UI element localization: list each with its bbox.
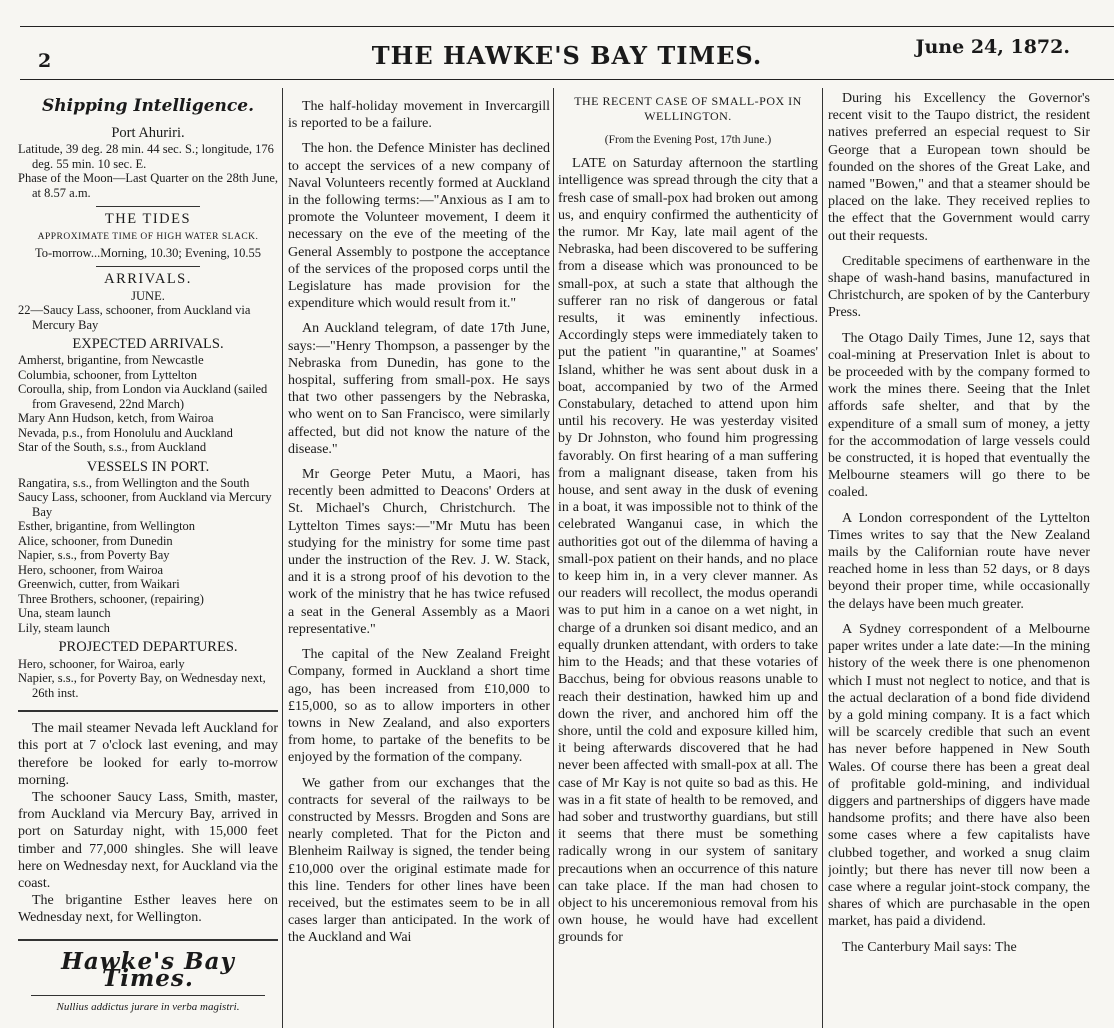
vessels-in-port-heading: VESSELS IN PORT.: [86, 458, 210, 475]
news-paragraph: The capital of the New Zealand Freight Company, formed in Auckland a short time ago, has been increased from £10,000 to £15,000, so as to allow importers in other towns in New Zealand, and also exporters from home, to partake of the benefits to be enjoyed by the formation of the company.: [288, 647, 550, 766]
shipping-paragraph: The schooner Saucy Lass, Smith, master, from Auckland via Mercury Bay, arrived in port on Saturday night, with 15,000 feet timber and 77,000 shingles. She will leave here on Wednesday next, for Auckland via the coast.: [18, 789, 278, 891]
column-rule: [822, 88, 823, 1028]
page-number: 2: [38, 50, 52, 72]
expected-arrival: Amherst, brigantine, from Newcastle: [18, 353, 204, 368]
issue-date: June 24, 1872.: [915, 36, 1070, 58]
departures-heading: PROJECTED DEPARTURES.: [58, 639, 238, 656]
column-rule: [553, 88, 554, 1028]
news-paragraph: We gather from our exchanges that the contracts for several of the railways to be constructed by Messrs. Brogden and Sons are nearly completed. That for the Picton and Blenheim Railway is signed, the tender being £10,000 over the original estimate made for this line. Tenders for other lines have been received, but the estimates seem to be in all cases larger than anticipated. In the work of the Auckland and Wai: [288, 775, 550, 946]
newspaper-title: THE HAWKE'S BAY TIMES.: [371, 41, 763, 70]
vessel-in-port: Lily, steam launch: [18, 620, 110, 635]
expected-arrival: Columbia, schooner, from Lyttelton: [18, 367, 197, 382]
divider: [96, 266, 200, 267]
article-title: THE RECENT CASE OF SMALL-POX IN WELLINGTON.: [574, 94, 802, 123]
news-paragraph: A Sydney correspondent of a Melbourne paper writes under a late date:—In the mining history of the week there is one phenomenon which I must not neglect to notice, and that is the actual declaration of a bond fide dividend by a gold mining company. It is a fact which will be scarcely credible that such an event has never before happened in New South Wales. Of course there has been a great deal of profitable gold-mining, and individual diggers and partnerships of diggers have made handsome profits; and there have also been some cases where a few capitalists have clubbed together, and worked a snug claim jointly; but there has never till now been a case where a regular joint-stock company, the shares of which are purchasable in the open market, has paid a dividend.: [828, 621, 1090, 930]
masthead-motto: Nullius addictus jurare in verba magistri.: [31, 995, 265, 1016]
news-paragraph: Mr George Peter Mutu, a Maori, has recently been admitted to Deacons' Orders at St. Michael's Church, Christchurch. The Lyttelton Times says:—"Mr Mutu has been studying for the ministry for some time past under the instruction of the Rev. J. W. Stack, and it is a strong proof of his devotion to the work of the ministry that he has twice refused a seat in the General Assembly as a Maori representative.": [288, 467, 550, 637]
vessel-in-port: Hero, schooner, from Wairoa: [18, 562, 164, 577]
divider: [18, 710, 278, 712]
column-rule: [282, 88, 283, 1028]
masthead: [20, 30, 1114, 80]
news-column-4: [828, 90, 1090, 1028]
tides-heading: THE TIDES: [104, 211, 192, 228]
news-paragraph: The half-holiday movement in Invercargill is reported to be a failure.: [288, 99, 550, 132]
news-column-2: [288, 90, 550, 1028]
port-name: Port Ahuriri.: [111, 125, 185, 142]
arrival-entry: 22—Saucy Lass, schooner, from Auckland via Mercury Bay: [18, 303, 251, 332]
vessel-in-port: Napier, s.s., from Poverty Bay: [18, 548, 170, 563]
projected-departure: Hero, schooner, for Wairoa, early: [18, 656, 185, 671]
projected-departure: Napier, s.s., for Poverty Bay, on Wednesday next, 26th inst.: [18, 671, 266, 700]
expected-arrival: Star of the South, s.s., from Auckland: [18, 440, 207, 455]
divider: [18, 939, 278, 941]
vessel-in-port: Three Brothers, schooner, (repairing): [18, 591, 204, 606]
port-latitude: Latitude, 39 deg. 28 min. 44 sec. S.; longitude, 176 deg. 55 min. 10 sec. E.: [18, 142, 274, 171]
shipping-paragraph: The brigantine Esther leaves here on Wednesday next, for Wellington.: [18, 893, 278, 926]
shipping-heading: Shipping Intelligence.: [42, 96, 254, 116]
vessel-in-port: Una, steam launch: [18, 606, 111, 621]
tides-times: To-morrow...Morning, 10.30; Evening, 10.55: [34, 245, 262, 260]
arrivals-heading: ARRIVALS.: [104, 271, 192, 288]
tides-subheading: APPROXIMATE TIME OF HIGH WATER SLACK.: [37, 231, 259, 242]
news-paragraph: Creditable specimens of earthenware in the shape of wash-hand basins, manufactured in Christchurch, are spoken of by the Canterbury Press.: [828, 253, 1090, 321]
arrivals-month: JUNE.: [131, 288, 165, 303]
vessel-in-port: Alice, schooner, from Dunedin: [18, 533, 173, 548]
moon-phase: Phase of the Moon—Last Quarter on the 28th June, at 8.57 a.m.: [18, 171, 278, 200]
expected-arrival: Mary Ann Hudson, ketch, from Wairoa: [18, 411, 214, 426]
news-paragraph: The hon. the Defence Minister has declined to accept the services of a new company of Naval Volunteers recently formed at Auckland in the following terms:—"Anxious as I am to promote the Volunteer movement, I deem it necessary on the eve of the meeting of the General Assembly to postpone the acceptance of the services of the proposed corps until the Legislature has made provision for the expenditure which would result from it.": [288, 141, 550, 312]
news-paragraph: A London correspondent of the Lyttelton Times writes to say that the New Zealand mails by the Californian route have never reached home in less than 52 days, or 8 days beyond their proper time, while occasionally the delays have been much greater.: [828, 510, 1090, 612]
article-body: LATE on Saturday afternoon the startling intelligence was spread through the city that a fresh case of small-pox had broken out among us, and enquiry confirmed the authenticity of the rumor. Mr Kay, late mail agent of the Nebraska, had been discovered to be suffering from a disease which was pronounced to be small-pox, at such a state that although the sufferer ran no risk of dangerous or fatal results, it was eminently infectious. Accordingly steps were immediately taken to put the patient "in quarantine," at Soames' Island, whither he was sent about dusk in a boat, accompanied by two of the Armed Constabulary, detached to attend upon him until his recovery. He was yesterday visited by Dr Johnston, who found him progressing favorably. On first hearing of a man suffering from a malignant disease, taken from his house, and sent away in the dusk of evening in a boat, it was impossible not to think of the celebrated Wanganui case, in which the authorities got out of the dilemma of having a small-pox patient on their hands, and no place to keep him in, in a very clever manner. As our readers will recollect, the modus operandi was to put him in a canoe on a wet night, in charge of a drunken soi disant medico, and an equally drunken attendant, with orders to take him to the Heads; and that these votaries of Bacchus, being for obvious reasons unable to reach their destination, hawked him up and down the river, and anchored him off the shore, until the cold and exposure killed him, it being afterwards discovered that he had never been affected with small-pox at all. The case of Mr Kay is not quite so bad as this. He was in a fit state of health to be removed, and had sober and trustworthy guardians, but still it seems that there must be something radically wrong in our system of sanitary precautions when an occurrence of this nature can take place. If the man had chosen to object to his unceremonious removal from his own house, he would have had excellent grounds for: [558, 156, 818, 946]
news-paragraph: The Canterbury Mail says: The: [842, 939, 1017, 955]
news-paragraph: An Auckland telegram, of date 17th June, says:—"Henry Thompson, a passenger by the Nebraska from Dunedin, has gone to the hospital, suffering from small-pox. He says that two other passengers by the Nebraska, who went on to San Francisco, were similarly affected, but did not know the nature of the disease.": [288, 321, 550, 457]
vessel-in-port: Saucy Lass, schooner, from Auckland via Mercury Bay: [18, 490, 272, 519]
news-paragraph: During his Excellency the Governor's recent visit to the Taupo district, the resident natives preferred an especial request to Sir George that a European town should be founded on the shores of the Great Lake, and named "Bowen," and that a steamer should be placed on the lake. They received replies to the effect that the Government would carry out their requests.: [828, 91, 1090, 244]
expected-arrival: Nevada, p.s., from Honolulu and Auckland: [18, 425, 233, 440]
vessel-in-port: Rangatira, s.s., from Wellington and the South: [18, 475, 250, 490]
vessel-in-port: Esther, brigantine, from Wellington: [18, 519, 196, 534]
shipping-column: [18, 90, 278, 1028]
smallpox-article: [558, 90, 818, 1028]
article-source: (From the Evening Post, 17th June.): [604, 134, 772, 146]
news-paragraph: The Otago Daily Times, June 12, says that coal-mining at Preservation Inlet is about to be proceeded with by the company formed to work the mines there. Seeing that the Inlet affords safe shelter, and that by the expenditure of a small sum of money, a jetty for the accommodation of large vessels could be constructed, it is hoped that eventually the Melbourne steamers will go there to be coaled.: [828, 330, 1090, 501]
shipping-paragraph: The mail steamer Nevada left Auckland for this port at 7 o'clock last evening, and may therefore be looked for early to-morrow morning.: [18, 721, 278, 788]
vessel-in-port: Greenwich, cutter, from Waikari: [18, 577, 180, 592]
editorial-masthead: Hawke's Bay Times.: [61, 947, 235, 992]
divider: [96, 206, 200, 207]
expected-arrival: Coroulla, ship, from London via Auckland (sailed from Gravesend, 22nd March): [18, 382, 268, 411]
expected-arrivals-heading: EXPECTED ARRIVALS.: [72, 336, 224, 353]
